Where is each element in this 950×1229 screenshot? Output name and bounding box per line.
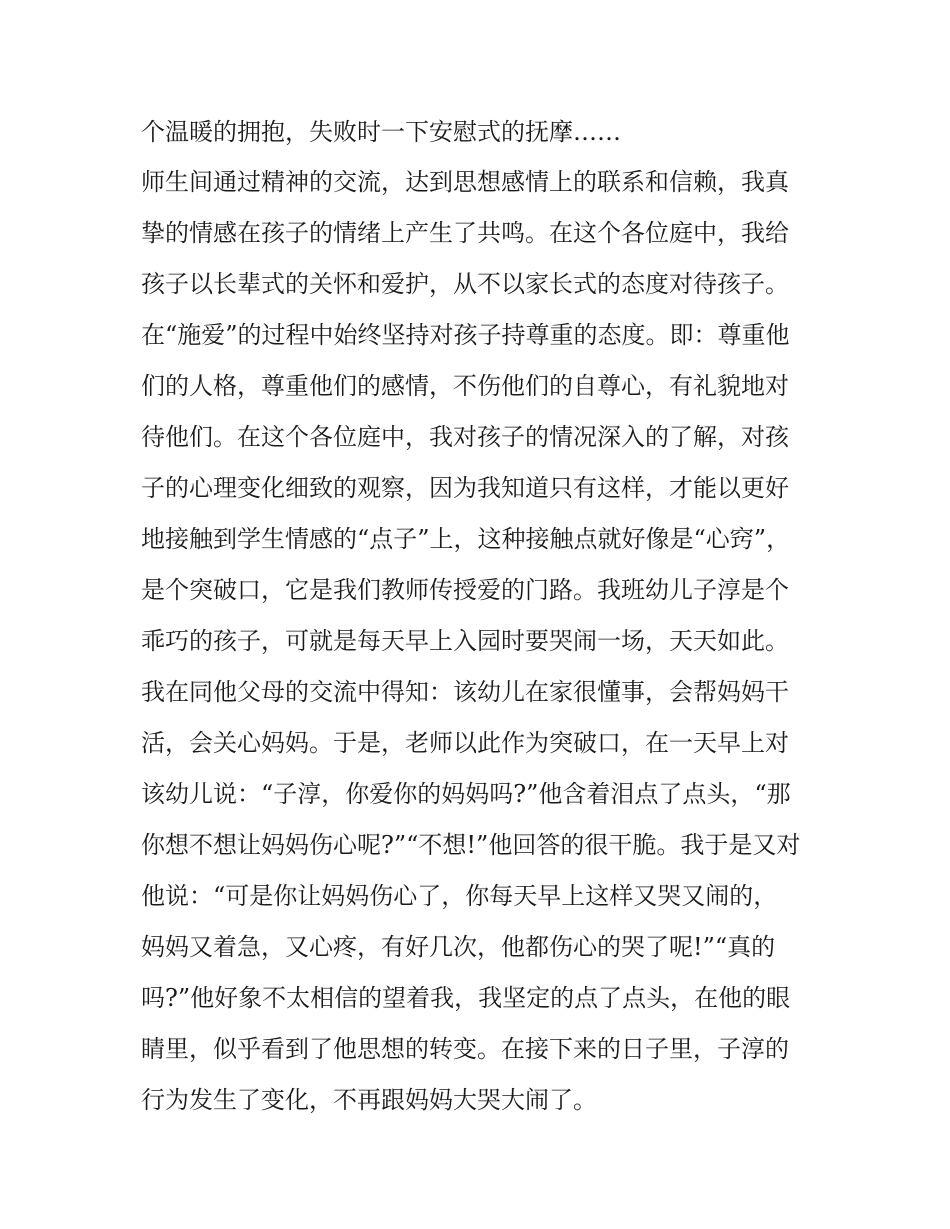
text-line: 吗?”他好象不太相信的望着我，我坚定的点了点头，在他的眼 <box>141 984 791 1012</box>
text-line: 孩子以长辈式的关怀和爱护，从不以家长式的态度对待孩子。 <box>141 270 789 298</box>
text-line: 乖巧的孩子，可就是每天早上入园时要哭闹一场，天天如此。 <box>141 627 789 655</box>
text-line: 活，会关心妈妈。于是，老师以此作为突破口，在一天早上对 <box>141 729 789 757</box>
text-line: 待他们。在这个各位庭中，我对孩子的情况深入的了解，对孩 <box>141 423 789 451</box>
text-line: 个温暖的拥抱，失败时一下安慰式的抚摩…… <box>141 118 621 146</box>
text-line: 地接触到学生情感的“点子”上，这种接触点就好像是“心窍”， <box>141 525 791 553</box>
text-line: 师生间通过精神的交流，达到思想感情上的联系和信赖，我真 <box>141 168 789 196</box>
text-line: 们的人格，尊重他们的感情，不伤他们的自尊心，有礼貌地对 <box>141 372 789 400</box>
text-line: 挚的情感在孩子的情绪上产生了共鸣。在这个各位庭中，我给 <box>141 219 789 247</box>
text-line: 他说：“可是你让妈妈伤心了，你每天早上这样又哭又闹的， <box>141 882 778 910</box>
body-text <box>141 108 831 1126</box>
text-line: 子的心理变化细致的观察，因为我知道只有这样，才能以更好 <box>141 474 789 502</box>
text-line: 该幼儿说：“子淳，你爱你的妈妈吗?”他含着泪点了点头，“那 <box>141 780 791 808</box>
text-line: 我在同他父母的交流中得知：该幼儿在家很懂事，会帮妈妈干 <box>141 678 789 706</box>
text-line: 你想不想让妈妈伤心呢?”“不想!”他回答的很干脆。我于是又对 <box>141 831 801 859</box>
text-line: 是个突破口，它是我们教师传授爱的门路。我班幼儿子淳是个 <box>141 576 789 604</box>
text-line: 在“施爱”的过程中始终坚持对孩子持尊重的态度。即：尊重他 <box>141 321 790 349</box>
text-line: 妈妈又着急，又心疼，有好几次，他都伤心的哭了呢!”“真的 <box>141 933 776 961</box>
text-line: 行为发生了变化，不再跟妈妈大哭大闹了。 <box>141 1086 597 1114</box>
text-line: 睛里，似乎看到了他思想的转变。在接下来的日子里，子淳的 <box>141 1035 789 1063</box>
